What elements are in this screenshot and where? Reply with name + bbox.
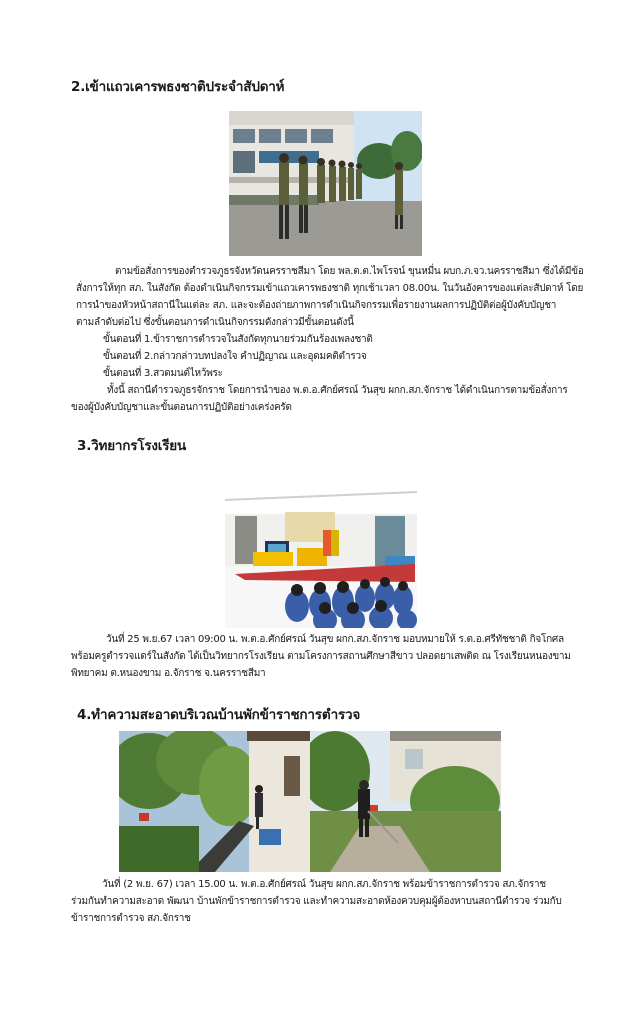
section-2-body [0,263,622,416]
house-cleaning-photo-left [119,731,310,872]
section-2-heading: 2.เข้าแถวเคารพธงชาติประจำสัปดาห์ [71,79,285,95]
section-4-line: ร่วมกันทำความสะอาด พัฒนา บ้านพักข้าราชการตำรวจ และทำความสะอาดห้องควบคุมผู้ต้องหาบนสถานีตำรวจ ร่วมกับ [71,896,562,907]
flag-ceremony-photo [229,111,422,256]
section-3-line: วันที่ 25 พ.ย.67 เวลา 09:00 น. พ.ต.อ.ศักย์ศรณ์ วันสุข ผกก.สภ.จักราช มอบหมายให้ ร.ต.อ.ศรีทัชชาติ กิจโกศล [106,634,564,645]
section-4-line: วันที่ (2 พ.ย. 67) เวลา 15.00 น. พ.ต.อ.ศักย์ศรณ์ วันสุข ผกก.สภ.จักราช พร้อมข้าราชการตำรวจ สภ.จักราช [102,879,546,890]
section-2-line: การนำของหัวหน้าสถานีในแต่ละ สภ. และจะต้องถ่ายภาพการดำเนินกิจกรรมเพื่อรายงานผลการปฏิบัติต่อผู้บังคับบัญชา [76,300,557,311]
section-3-heading: 3.วิทยากรโรงเรียน [77,438,187,454]
section-3-line: พร้อมครูตำรวจแดร์ในสังกัด ได้เป็นวิทยากรโรงเรียน ตามโครงการสถานศึกษาสีขาว ปลอดยาเสพติด ณ โรงเรียนหนองขาม [71,651,571,662]
section-2-line: ขั้นตอนที่ 1.ข้าราชการตำรวจในสังกัดทุกนายร่วมกันร้องเพลงชาติ [103,334,373,345]
section-2-line: ทั้งนี้ สถานีตำรวจภูธรจักราช โดยการนำของ พ.ต.อ.ศักย์ศรณ์ วันสุข ผกก.สภ.จักราช ได้ดำเนินการตามข้อสั่งการ [107,385,568,396]
section-4-body [0,876,622,927]
section-2-line: สั่งการให้ทุก สภ. ในสังกัด ต้องดำเนินกิจกรรมเข้าแถวเคารพธงชาติ ทุกเช้าเวลา 08.00น. ในวันอังคารของแต่ละสัปดาห์ โดย [76,283,584,294]
section-3-line: พิทยาคม ต.หนองขาม อ.จักราช จ.นครราชสีมา [71,668,266,679]
section-2-line: ตามลำดับต่อไป ซึ่งขั้นตอนการดำเนินกิจกรรมดังกล่าวมีขั้นตอนดังนี้ [76,317,354,328]
section-2-line: ตามข้อสั่งการของตำรวจภูธรจังหวัดนครราชสีมา โดย พล.ต.ต.ไพโรจน์ ขุนหมื่น ผบก.ภ.จว.นครราชสีมา ซึ่งได้มีข้อ [115,266,584,277]
house-cleaning-photo-right [310,731,501,872]
section-4-heading: 4.ทำความสะอาดบริเวณบ้านพักข้าราชการตำรวจ [77,707,361,723]
school-lecture-photo [225,486,417,628]
section-2-line: ขั้นตอนที่ 2.กล่าวกล่าวบทปลงใจ คำปฏิญาณ และอุดมคติตำรวจ [103,351,367,362]
section-4-line: ข้าราชการตำรวจ สภ.จักราช [71,913,191,924]
section-2-line: ของผู้บังคับบัญชาและขั้นตอนการปฏิบัติอย่างเคร่งครัด [71,402,292,413]
section-2-line: ขั้นตอนที่ 3.สวดมนต์ไหว้พระ [103,368,223,379]
section-3-body [0,631,622,682]
